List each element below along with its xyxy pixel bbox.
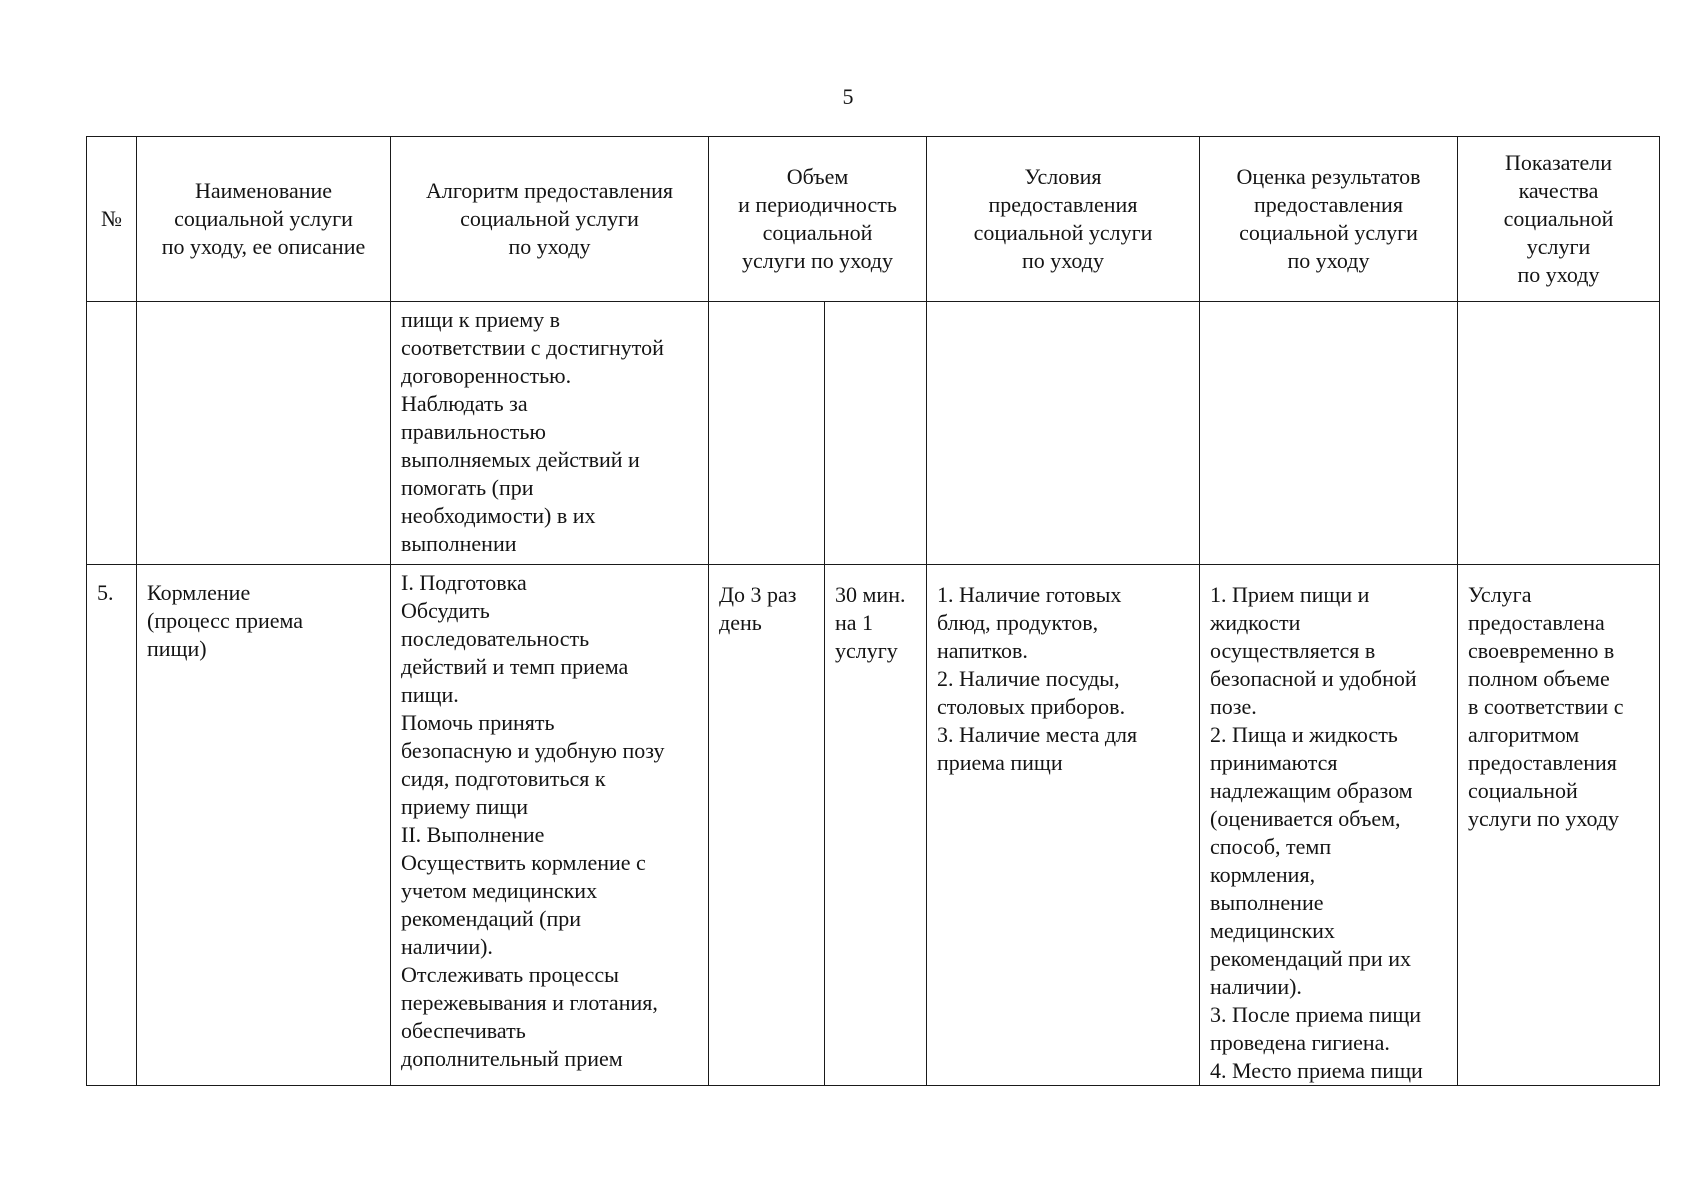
text-line: напитков. <box>937 638 1028 663</box>
text-line: надлежащим образом <box>1210 778 1413 803</box>
text-line: 4. Место приема пищи <box>1210 1058 1423 1083</box>
cell-algorithm <box>391 302 709 565</box>
text-line: Показатели <box>1504 150 1613 175</box>
cell-quality <box>1458 302 1660 565</box>
cell-volume <box>825 302 927 565</box>
text-line: рекомендаций (при <box>401 906 582 931</box>
text-line: обеспечивать <box>401 1018 526 1043</box>
text-line: день <box>719 610 762 635</box>
text-line: пищи. <box>401 682 459 707</box>
text-line: сидя, подготовиться к <box>401 766 606 791</box>
text-line: Объем <box>786 164 849 189</box>
text-line: социальной услуги <box>460 206 639 231</box>
header-evaluation <box>1200 137 1458 302</box>
header-lines <box>93 205 130 233</box>
text-line: услугу <box>835 638 898 663</box>
cell-periodicity <box>709 565 825 1086</box>
cell-evaluation <box>1200 302 1458 565</box>
text-line: по уходу <box>1287 248 1370 273</box>
text-line: качества <box>1518 178 1599 203</box>
text-line: № <box>101 206 122 231</box>
text-line: учетом медицинских <box>401 878 598 903</box>
quality-text <box>1458 565 1659 833</box>
text-line: позе. <box>1210 694 1257 719</box>
header-number <box>87 137 137 302</box>
table-row-feeding <box>87 565 1660 1086</box>
cell-number <box>87 302 137 565</box>
header-lines <box>1464 149 1653 289</box>
text-line: (процесс приема <box>147 608 304 633</box>
text-line: предоставления <box>1468 750 1617 775</box>
text-line: Алгоритм предоставления <box>425 178 674 203</box>
text-line: Условия <box>1024 164 1102 189</box>
text-line: дополнительный прием <box>401 1046 623 1071</box>
header-volume-periodicity <box>709 137 927 302</box>
services-table <box>86 136 1660 1086</box>
periodicity-text <box>709 565 824 637</box>
row-number: 5. <box>97 580 114 605</box>
text-line: безопасной и удобной <box>1210 666 1417 691</box>
text-line: наличии). <box>1210 974 1302 999</box>
text-line: пищи) <box>147 636 207 661</box>
text-line: помогать (при <box>401 475 534 500</box>
cell-conditions <box>927 302 1200 565</box>
text-line: и периодичность <box>738 192 897 217</box>
text-line: услуги по уходу <box>741 248 894 273</box>
text-line: Помочь принять <box>401 710 555 735</box>
cell-periodicity <box>709 302 825 565</box>
text-line: 1. Прием пищи и <box>1210 582 1370 607</box>
text-line: столовых приборов. <box>937 694 1126 719</box>
text-line: жидкости <box>1210 610 1301 635</box>
text-line: 2. Пища и жидкость <box>1210 722 1398 747</box>
header-service-name <box>137 137 391 302</box>
text-line: выполнение <box>1210 890 1324 915</box>
header-lines <box>1206 163 1451 275</box>
header-conditions <box>927 137 1200 302</box>
text-line: осуществляется в <box>1210 638 1376 663</box>
header-algorithm <box>391 137 709 302</box>
table-row-continuation <box>87 302 1660 565</box>
text-line: 1. Наличие готовых <box>937 582 1122 607</box>
text-line: правильностью <box>401 419 546 444</box>
text-line: Услуга <box>1468 582 1532 607</box>
text-line: 3. Наличие места для <box>937 722 1138 747</box>
text-line: 3. После приема пищи <box>1210 1002 1422 1027</box>
text-line: по уходу <box>508 234 591 259</box>
text-line: социальной услуги <box>174 206 353 231</box>
text-line: услуги по уходу <box>1468 806 1620 831</box>
text-line: II. Выполнение <box>401 822 545 847</box>
cell-service-name <box>137 565 391 1086</box>
text-line: социальной <box>1503 206 1614 231</box>
evaluation-text <box>1200 565 1457 1085</box>
header-lines <box>397 177 702 261</box>
text-line: социальной услуги <box>1239 220 1418 245</box>
text-line: наличии). <box>401 934 493 959</box>
cell-number <box>87 565 137 1086</box>
text-line: договоренностью. <box>401 363 572 388</box>
text-line: способ, темп <box>1210 834 1332 859</box>
text-line: Наблюдать за <box>401 391 528 416</box>
text-line: медицинских <box>1210 918 1335 943</box>
text-line: I. Подготовка <box>401 570 527 595</box>
text-line: 30 мин. <box>835 582 906 607</box>
text-line: Отслеживать процессы <box>401 962 619 987</box>
text-line: проведена гигиена. <box>1210 1030 1390 1055</box>
text-line: по уходу, ее описание <box>161 234 366 259</box>
cell-volume <box>825 565 927 1086</box>
text-line: рекомендаций при их <box>1210 946 1411 971</box>
text-line: блюд, продуктов, <box>937 610 1099 635</box>
text-line: 2. Наличие посуды, <box>937 666 1120 691</box>
text-line: социальной <box>762 220 873 245</box>
text-line: Оценка результатов <box>1236 164 1421 189</box>
text-line: безопасную и удобную позу <box>401 738 665 763</box>
algorithm-text <box>391 302 708 558</box>
algorithm-text <box>391 565 708 1073</box>
table-header-row <box>87 137 1660 302</box>
text-line: До 3 раз <box>719 582 797 607</box>
text-line: предоставлена <box>1468 610 1605 635</box>
text-line: своевременно в <box>1468 638 1615 663</box>
text-line: соответствии с достигнутой <box>401 335 664 360</box>
cell-quality <box>1458 565 1660 1086</box>
header-lines <box>143 177 384 261</box>
text-line: предоставления <box>1254 192 1403 217</box>
text-line: пищи к приему в <box>401 307 561 332</box>
text-line: выполняемых действий и <box>401 447 640 472</box>
text-line: Обсудить <box>401 598 490 623</box>
service-name-text <box>137 565 390 663</box>
text-line: социальной услуги <box>973 220 1153 245</box>
text-line: принимаются <box>1210 750 1338 775</box>
cell-conditions <box>927 565 1200 1086</box>
page-number: 5 <box>842 84 854 109</box>
header-quality <box>1458 137 1660 302</box>
text-line: выполнении <box>401 531 517 556</box>
text-line: Осуществить кормление с <box>401 850 646 875</box>
text-line: последовательность <box>401 626 590 651</box>
text-line: предоставления <box>988 192 1138 217</box>
text-line: полном объеме <box>1468 666 1610 691</box>
text-line: социальной <box>1468 778 1578 803</box>
text-line: по уходу <box>1022 248 1104 273</box>
volume-text <box>825 565 926 665</box>
text-line: в соответствии с <box>1468 694 1624 719</box>
text-line: действий и темп приема <box>401 654 629 679</box>
cell-algorithm <box>391 565 709 1086</box>
text-line: по уходу <box>1517 262 1600 287</box>
cell-evaluation <box>1200 565 1458 1086</box>
text-line: приема пищи <box>937 750 1063 775</box>
header-lines <box>933 163 1193 275</box>
text-line: на 1 <box>835 610 874 635</box>
text-line: Наименование <box>194 178 333 203</box>
text-line: приему пищи <box>401 794 528 819</box>
text-line: (оценивается объем, <box>1210 806 1401 831</box>
text-line: пережевывания и глотания, <box>401 990 658 1015</box>
text-line: услуги <box>1526 234 1591 259</box>
header-lines <box>715 163 920 275</box>
text-line: кормления, <box>1210 862 1316 887</box>
text-line: необходимости) в их <box>401 503 596 528</box>
text-line: алгоритмом <box>1468 722 1580 747</box>
conditions-text <box>927 565 1199 777</box>
cell-service-name <box>137 302 391 565</box>
text-line: Кормление <box>147 580 251 605</box>
